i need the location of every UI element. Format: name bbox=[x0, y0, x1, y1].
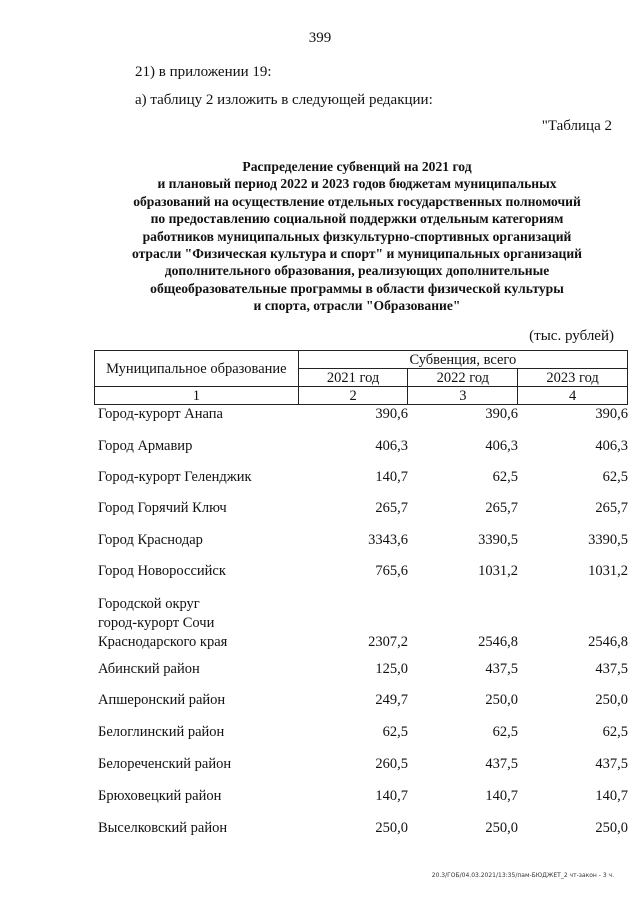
value-2021: 265,7 bbox=[375, 500, 408, 516]
value-2023: 437,5 bbox=[595, 756, 628, 772]
municipality-name: Белореченский район bbox=[98, 756, 232, 772]
value-2022: 437,5 bbox=[485, 661, 518, 677]
table-label: "Таблица 2 bbox=[541, 118, 612, 134]
municipality-name: Город-курорт Анапа bbox=[98, 406, 223, 422]
value-2023: 2546,8 bbox=[588, 634, 628, 650]
municipality-name: Город Новороссийск bbox=[98, 563, 226, 579]
value-2022: 3390,5 bbox=[478, 532, 518, 548]
value-2021: 406,3 bbox=[375, 438, 408, 454]
value-2021: 250,0 bbox=[375, 820, 408, 836]
value-2022: 62,5 bbox=[492, 469, 518, 485]
value-2021: 765,6 bbox=[375, 563, 408, 579]
amendment-subitem: а) таблицу 2 изложить в следующей редакции: bbox=[135, 92, 433, 108]
municipality-name-line: Краснодарского края bbox=[98, 634, 228, 650]
value-2023: 250,0 bbox=[595, 820, 628, 836]
municipality-name-line: Городской округ bbox=[98, 596, 200, 612]
value-2022: 437,5 bbox=[485, 756, 518, 772]
municipality-name: Брюховецкий район bbox=[98, 788, 222, 804]
value-2022: 62,5 bbox=[492, 724, 518, 740]
value-2021: 2307,2 bbox=[368, 634, 408, 650]
title-line: по предоставлению социальной поддержки отдельным категориям bbox=[150, 211, 564, 227]
document-footer: 20.3/ГОБ/04.03.2021/13:35/пам-БЮДЖЕТ_2 чт-закон - 3 ч. bbox=[431, 872, 614, 879]
municipality-name: Город-курорт Геленджик bbox=[98, 469, 252, 485]
value-2023: 3390,5 bbox=[588, 532, 628, 548]
municipality-name: Белоглинский район bbox=[98, 724, 225, 740]
value-2022: 2546,8 bbox=[478, 634, 518, 650]
table-header bbox=[94, 350, 628, 405]
municipality-name: Выселковский район bbox=[98, 820, 228, 836]
value-2021: 3343,6 bbox=[368, 532, 408, 548]
municipality-name bbox=[98, 595, 338, 652]
value-2022: 265,7 bbox=[485, 500, 518, 516]
municipality-name: Апшеронский район bbox=[98, 692, 226, 708]
header-subvention: Субвенция, всего bbox=[298, 351, 627, 369]
value-2022: 406,3 bbox=[485, 438, 518, 454]
title-line: общеобразовательные программы в области физической культуры bbox=[150, 280, 564, 296]
title-line: и спорта, отрасли "Образование" bbox=[253, 298, 461, 314]
title-line: и плановый период 2022 и 2023 годов бюджетам муниципальных bbox=[157, 176, 557, 192]
value-2021: 260,5 bbox=[375, 756, 408, 772]
value-2021: 140,7 bbox=[375, 469, 408, 485]
column-number: 4 bbox=[518, 387, 628, 405]
page-number: 399 bbox=[308, 30, 332, 46]
value-2023: 1031,2 bbox=[588, 563, 628, 579]
title-line: отрасли "Физическая культура и спорт" и муниципальных организаций bbox=[131, 246, 583, 262]
column-number: 1 bbox=[95, 387, 299, 405]
value-2023: 140,7 bbox=[595, 788, 628, 804]
value-2023: 265,7 bbox=[595, 500, 628, 516]
value-2023: 390,6 bbox=[595, 406, 628, 422]
value-2023: 437,5 bbox=[595, 661, 628, 677]
document-title bbox=[88, 158, 626, 315]
value-2021: 62,5 bbox=[382, 724, 408, 740]
municipality-name: Город Краснодар bbox=[98, 532, 203, 548]
value-2023: 406,3 bbox=[595, 438, 628, 454]
amendment-item: 21) в приложении 19: bbox=[135, 64, 272, 80]
value-2022: 1031,2 bbox=[478, 563, 518, 579]
municipality-name: Город Армавир bbox=[98, 438, 193, 454]
column-number: 2 bbox=[298, 387, 408, 405]
value-2021: 125,0 bbox=[375, 661, 408, 677]
title-line: дополнительного образования, реализующих дополнительные bbox=[164, 263, 550, 279]
value-2023: 62,5 bbox=[602, 724, 628, 740]
header-year-2021: 2021 год bbox=[298, 369, 408, 387]
municipality-name-line: город-курорт Сочи bbox=[98, 615, 215, 631]
value-2021: 140,7 bbox=[375, 788, 408, 804]
units-label: (тыс. рублей) bbox=[529, 328, 614, 344]
value-2021: 249,7 bbox=[375, 692, 408, 708]
title-line: образований на осуществление отдельных государственных полномочий bbox=[133, 193, 581, 209]
header-year-2022: 2022 год bbox=[408, 369, 518, 387]
header-year-2023: 2023 год bbox=[518, 369, 628, 387]
header-municipality: Муниципальное образование bbox=[95, 351, 299, 387]
value-2023: 250,0 bbox=[595, 692, 628, 708]
municipality-name: Город Горячий Ключ bbox=[98, 500, 227, 516]
value-2022: 250,0 bbox=[485, 692, 518, 708]
value-2022: 140,7 bbox=[485, 788, 518, 804]
title-line: Распределение субвенций на 2021 год bbox=[242, 159, 472, 174]
title-line: работников муниципальных физкультурно-спортивных организаций bbox=[142, 228, 572, 244]
column-number: 3 bbox=[408, 387, 518, 405]
value-2021: 390,6 bbox=[375, 406, 408, 422]
municipality-name: Абинский район bbox=[98, 661, 200, 677]
value-2023: 62,5 bbox=[602, 469, 628, 485]
value-2022: 390,6 bbox=[485, 406, 518, 422]
value-2022: 250,0 bbox=[485, 820, 518, 836]
